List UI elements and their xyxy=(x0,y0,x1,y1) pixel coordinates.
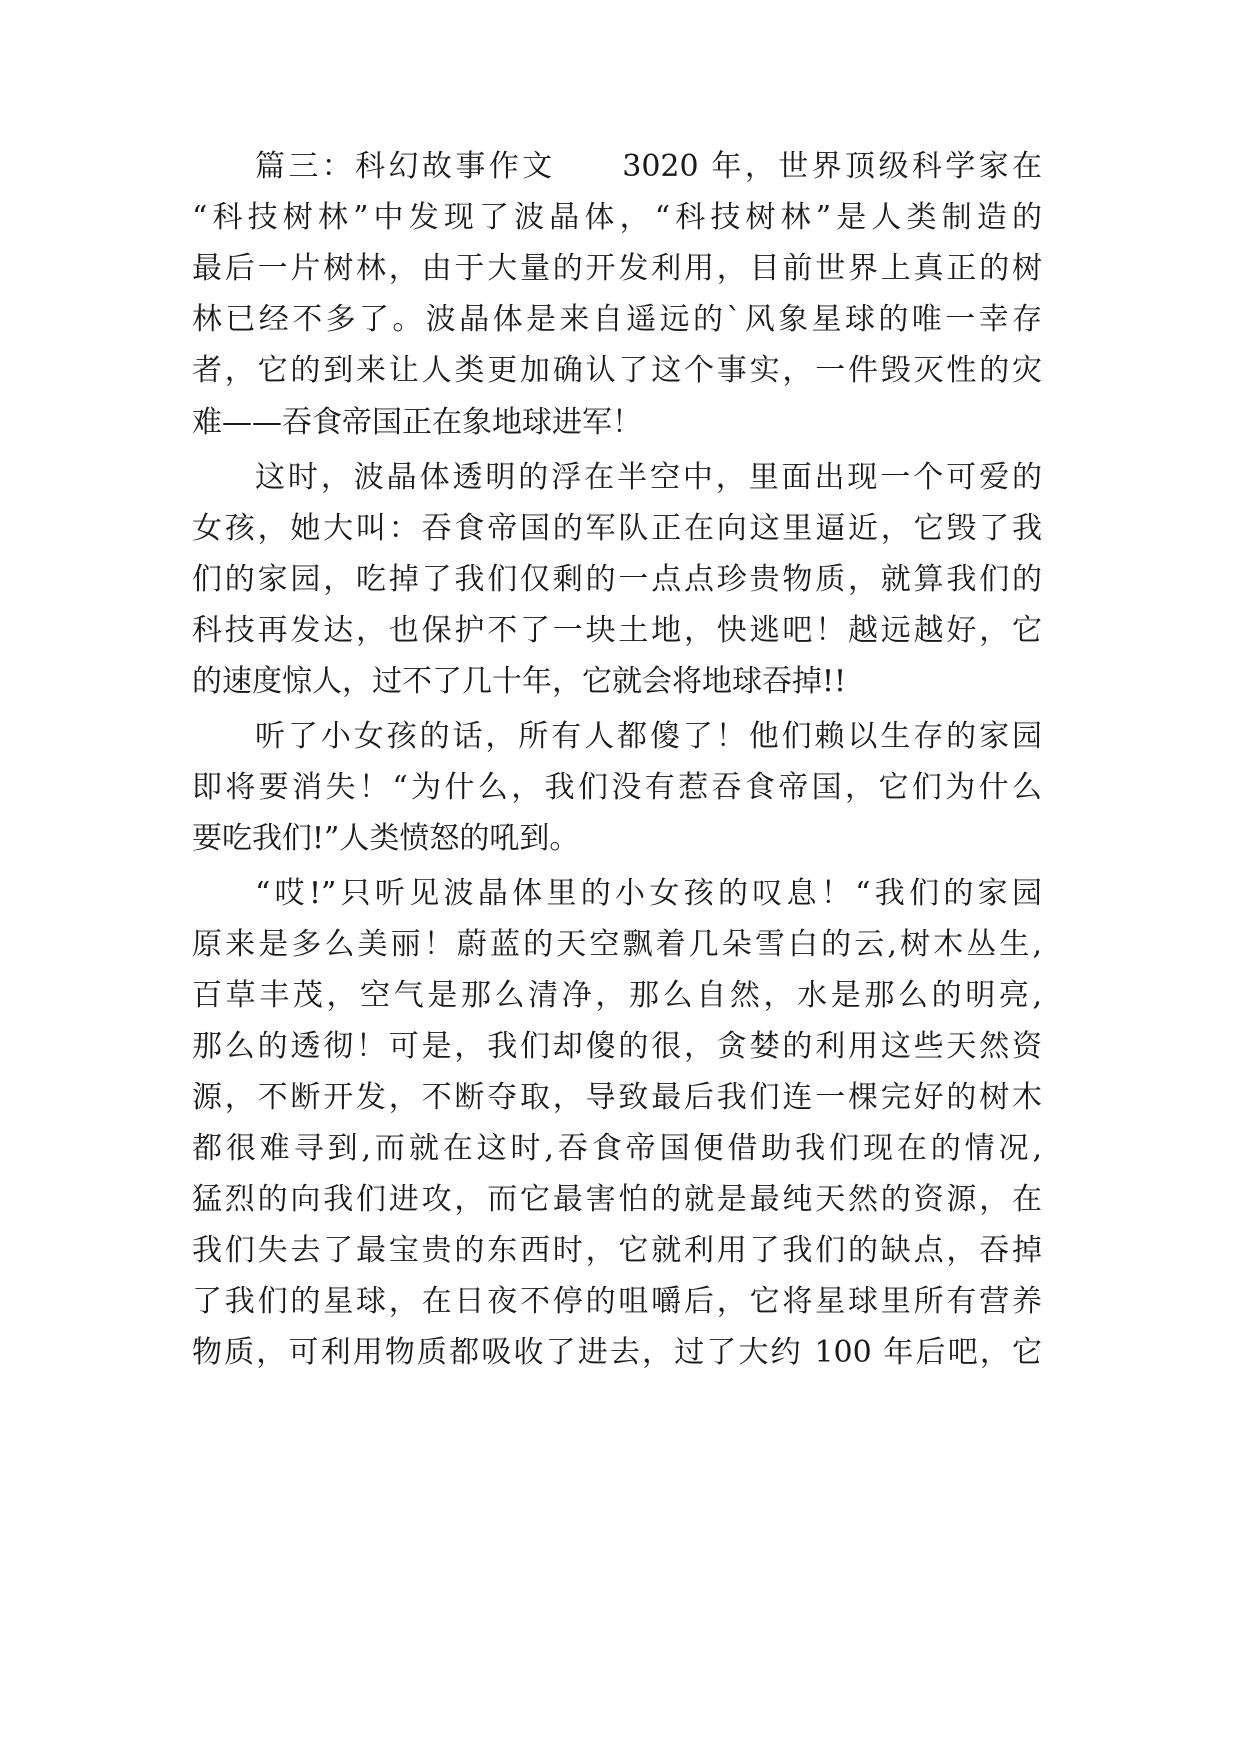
paragraph-2-line-3: 们的家园，吃掉了我们仅剩的一点点珍贵物质，就算我们的 xyxy=(192,562,1042,597)
paragraph-4-line-10: 物质，可利用物质都吸收了进去，过了大约 100 年后吧，它 xyxy=(192,1335,1042,1370)
paragraph-3-line-3: 要吃我们!”人类愤怒的吼到。 xyxy=(192,821,580,856)
paragraph-4-line-9: 了我们的星球，在日夜不停的咀嚼后，它将星球里所有营养 xyxy=(192,1284,1042,1319)
paragraph-4-line-8: 我们失去了最宝贵的东西时，它就利用了我们的缺点，吞掉 xyxy=(192,1233,1042,1268)
paragraph-4-line-7: 猛烈的向我们进攻，而它最害怕的就是最纯天然的资源，在 xyxy=(192,1182,1042,1217)
paragraph-2-line-2: 女孩，她大叫：吞食帝国的军队正在向这里逼近，它毁了我 xyxy=(192,511,1042,546)
paragraph-1-line-5: 者，它的到来让人类更加确认了这个事实，一件毁灭性的灾 xyxy=(192,353,1042,388)
paragraph-4-line-2: 原来是多么美丽！蔚蓝的天空飘着几朵雪白的云,树木丛生, xyxy=(192,927,1042,962)
paragraph-1-line-4: 林已经不多了。波晶体是来自遥远的`风象星球的唯一幸存 xyxy=(192,302,1042,337)
paragraph-4-line-5: 源，不断开发，不断夺取，导致最后我们连一棵完好的树木 xyxy=(192,1080,1042,1115)
paragraph-1-line-2: “科技树林”中发现了波晶体，“科技树林”是人类制造的 xyxy=(192,200,1042,235)
paragraph-4-line-6: 都很难寻到,而就在这时,吞食帝国便借助我们现在的情况, xyxy=(192,1131,1042,1166)
paragraph-1-line-3: 最后一片树林，由于大量的开发利用，目前世界上真正的树 xyxy=(192,251,1042,286)
paragraph-1-line-1: 篇三：科幻故事作文 3020 年，世界顶级科学家在 xyxy=(255,149,1042,184)
paragraph-4-line-1: “哎!”只听见波晶体里的小女孩的叹息！“我们的家园 xyxy=(255,876,1042,911)
paragraph-3-line-2: 即将要消失！“为什么，我们没有惹吞食帝国，它们为什么 xyxy=(192,770,1042,805)
paragraph-4-line-4: 那么的透彻！可是，我们却傻的很，贪婪的利用这些天然资 xyxy=(192,1029,1042,1064)
paragraph-2-line-5: 的速度惊人，过不了几十年，它就会将地球吞掉!! xyxy=(192,664,847,699)
paragraph-2-line-4: 科技再发达，也保护不了一块土地，快逃吧！越远越好，它 xyxy=(192,613,1042,648)
paragraph-4-line-3: 百草丰茂，空气是那么清净，那么自然，水是那么的明亮, xyxy=(192,978,1042,1013)
paragraph-2-line-1: 这时，波晶体透明的浮在半空中，里面出现一个可爱的 xyxy=(255,460,1042,495)
paragraph-1-line-6: 难——吞食帝国正在象地球进军！ xyxy=(192,405,642,440)
paragraph-3-line-1: 听了小女孩的话，所有人都傻了！他们赖以生存的家园 xyxy=(255,719,1042,754)
